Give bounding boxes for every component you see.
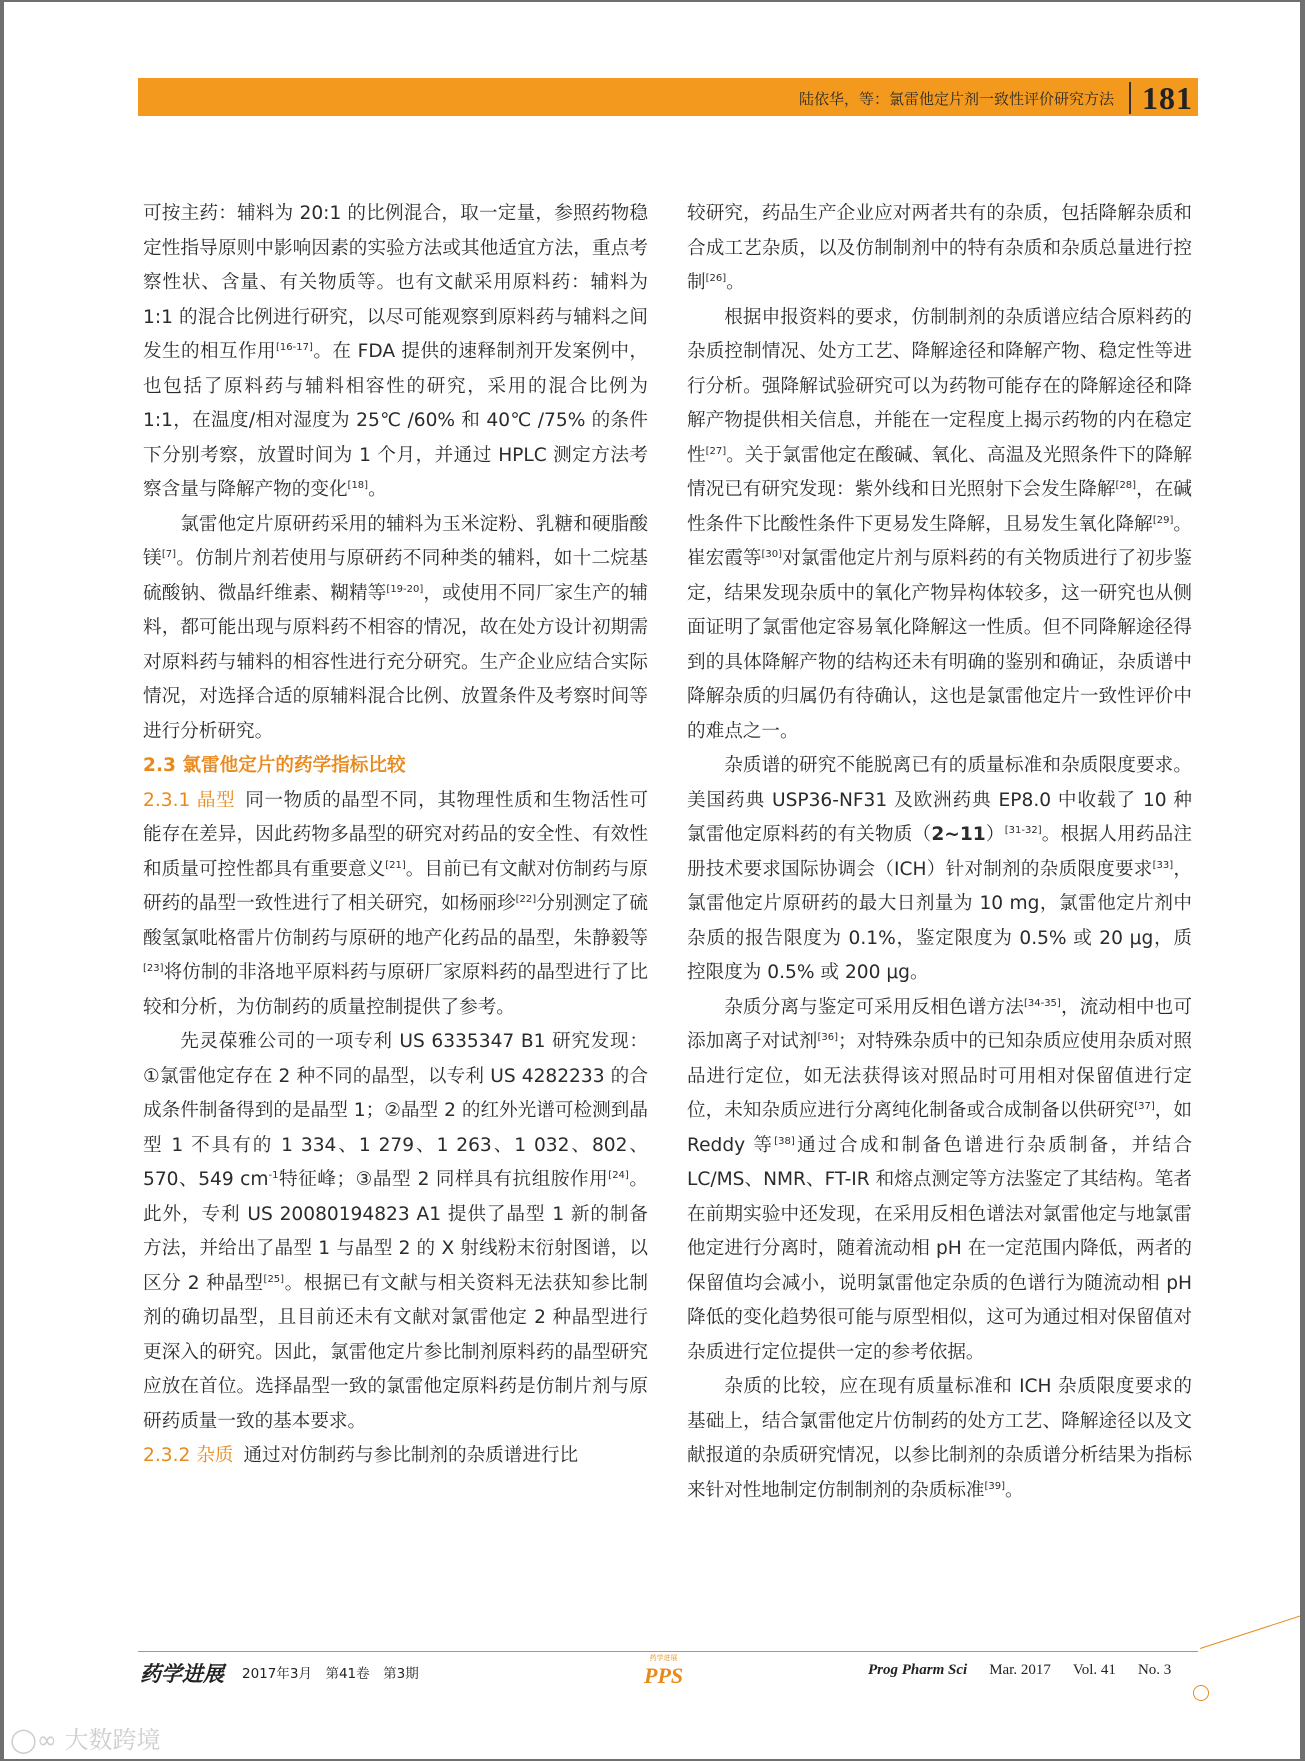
logo-caption: 药学进展: [649, 1654, 678, 1662]
citation: [24]: [608, 1169, 629, 1181]
footer-journal-name: 药学进展: [140, 1661, 224, 1686]
footer-volume: Vol. 41: [1072, 1662, 1116, 1678]
section-heading: 2.3 氯雷他定片的药学指标比较: [143, 755, 406, 776]
unit-superscript: -1: [268, 1169, 279, 1181]
citation: [26]: [705, 272, 727, 284]
subsection-number: 2.3.2: [143, 1445, 191, 1466]
paragraph: 氯雷他定片原研药采用的辅料为玉米淀粉、乳糖和硬脂酸镁[7]。仿制片剂若使用与原研药不同种类的辅料，如十二烷基硫酸钠、微晶纤维素、糊精等[19-20]，或使用不同厂家生产的辅料，都可能出现与原料药不相容的情况，故在处方设计初期需对原料药与辅料的相容性进行充分研究。生产企业应结合实际情况，对选择合适的原辅料混合比例、放置条件及考察时间等进行分析研究。: [143, 513, 648, 742]
header-divider: [1129, 82, 1131, 114]
subsection-number: 2.3.1: [143, 789, 191, 811]
paragraph: 先灵葆雅公司的一项专利 US 6335347 B1 研究发现：①氯雷他定存在 2 种不同的晶型，以专利 US 4282233 的合成条件制备得到的是晶型 1；②晶型 2 的红外光谱可检测到晶型 1 不具有的 1 334、1 279、1 263、1 032、802、570、549 $cm^{-1}$特征峰；③晶型 2 同样具有抗组胺作用[24]。此外，专利 US 20080194823 A1 提供了晶型 1 新的制备方法，并给出了晶型 1 与晶型 2 的 X 射线粉末衍射图谱，以区分 2 种晶型[25]。根据已有文献与相关资料无法获知参比制剂的确切晶型，且目前还未有文献对氯雷他定 2 种晶型进行更深入的研究。因此，氯雷他定片参比制剂原料药的晶型研究应放在首位。选择晶型一致的氯雷他定原料药是仿制片剂与原研药质量一致的基本要求。: [143, 1031, 648, 1432]
footer-decoration: [1200, 1614, 1300, 1687]
citation: [36]: [817, 1031, 838, 1043]
running-header-title: 陆依华，等：氯雷他定片剂一致性评价研究方法: [798, 90, 1114, 108]
watermark: ◯∞ 大数跨境: [10, 1726, 161, 1754]
citation: [21]: [385, 859, 406, 871]
paragraph: 根据申报资料的要求，仿制制剂的杂质谱应结合原料药的杂质控制情况、处方工艺、降解途径和降解产物、稳定性等进行分析。强降解试验研究可以为药物可能存在的降解途径和降解产物提供相关信息，并能在一定程度上揭示药物的内在稳定性[27]。关于氯雷他定在酸碱、氧化、高温及光照条件下的降解情况已有研究发现：紫外线和日光照射下会发生降解[28]，在碱性条件下比酸性条件下更易发生降解，且易发生氧化降解[29]。崔宏霞等[30]对氯雷他定片剂与原料药的有关物质进行了初步鉴定，结果发现杂质中的氧化产物异构体较多，这一研究也从侧面证明了氯雷他定容易氧化降解这一性质。但不同降解途径得到的具体降解产物的结构还未有明确的鉴别和确证，杂质谱中降解杂质的归属仍有待确认，这也是氯雷他定片一致性评价中的难点之一。: [687, 306, 1192, 742]
logo-text: PPS: [644, 1663, 684, 1688]
paragraph: 较研究，药品生产企业应对两者共有的杂质，包括降解杂质和合成工艺杂质，以及仿制制剂中的特有杂质和杂质总量进行控制[26]。: [687, 203, 1192, 293]
citation: [7]: [161, 548, 177, 560]
citation: [31-32]: [1004, 824, 1042, 836]
citation: [30]: [761, 548, 783, 560]
subsection-title: 杂质: [196, 1445, 234, 1466]
citation: [33]: [1152, 859, 1174, 871]
pps-logo: [644, 1653, 683, 1689]
citation: [16-17]: [276, 341, 313, 353]
journal-page: [4, 2, 1300, 1759]
citation: [38]: [774, 1135, 795, 1147]
citation: [18]: [347, 479, 369, 491]
footer-issue-cn: 2017年3月 第41卷 第3期: [242, 1666, 419, 1682]
footer-rule: [138, 1651, 1198, 1652]
paragraph: 杂质谱的研究不能脱离已有的质量标准和杂质限度要求。美国药典 USP36-NF31 及欧洲药典 EP8.0 中收载了 10 种氯雷他定原料药的有关物质（2~11）[31-32]。根据人用药品注册技术要求国际协调会（ICH）针对制剂的杂质限度要求[33]，氯雷他定片原研药的最大日剂量为 10 mg，氯雷他定片剂中杂质的报告限度为 0.1%，鉴定限度为 0.5% 或 20 μg，质控限度为 0.5% 或 200 μg。: [687, 755, 1192, 983]
paragraph: 杂质分离与鉴定可采用反相色谱方法[34-35]，流动相中也可添加离子对试剂[36]；对特殊杂质中的已知杂质应使用杂质对照品进行定位，如无法获得该对照品时可用相对保留值进行定位，未知杂质应进行分离纯化制备或合成制备以供研究[37]，如 Reddy 等[38]通过合成和制备色谱进行杂质制备，并结合 LC/MS、NMR、FT-IR 和熔点测定等方法鉴定了其结构。笔者在前期实验中还发现，在采用反相色谱法对氯雷他定与地氯雷他定进行分离时，随着流动相 pH 在一定范围内降低，两者的保留值均会减小，说明氯雷他定杂质的色谱行为随流动相 pH 降低的变化趋势很可能与原型相似，这可为通过相对保留值对杂质进行定位提供一定的参考依据。: [687, 996, 1192, 1363]
citation: [29]: [1152, 514, 1174, 526]
citation: [22]: [515, 893, 537, 905]
paragraph: 杂质的比较，应在现有质量标准和 ICH 杂质限度要求的基础上，结合氯雷他定片仿制药的处方工艺、降解途径以及文献报道的杂质研究情况，以参比制剂的杂质谱分析结果为指标来针对性地制定仿制制剂的杂质标准[39]。: [687, 1376, 1192, 1501]
citation: [39]: [984, 1480, 1006, 1492]
citation: [27]: [705, 445, 727, 457]
citation: [37]: [1134, 1100, 1155, 1112]
subsection-paragraph: 2.3.1 晶型 同一物质的晶型不同，其物理性质和生物活性可能存在差异，因此药物多晶型的研究对药品的安全性、有效性和质量可控性都具有重要意义[21]。目前已有文献对仿制药与原研药的晶型一致性进行了相关研究，如杨丽珍[22]分别测定了硫酸氢氯吡格雷片仿制药与原研的地产化药品的晶型，朱静毅等[23]将仿制的非洛地平原料药与原研厂家原料药的晶型进行了比较和分析，为仿制药的质量控制提供了参考。: [143, 789, 648, 1018]
page-number: 181: [1142, 80, 1193, 116]
footer-citation-en: [868, 1662, 1193, 1679]
left-column: [143, 197, 648, 1474]
right-column: [687, 197, 1192, 1508]
subsection-title: 晶型: [196, 789, 236, 811]
footer-journal-en: Prog Pharm Sci: [868, 1662, 968, 1678]
footer-number: No. 3: [1137, 1662, 1172, 1678]
citation: [28]: [1115, 479, 1137, 491]
paragraph: 可按主药：辅料为 20:1 的比例混合，取一定量，参照药物稳定性指导原则中影响因素的实验方法或其他适宜方法，重点考察性状、含量、有关物质等。也有文献采用原料药：辅料为 1:1 的混合比例进行研究，以尽可能观察到原料药与辅料之间发生的相互作用[16-17]。在 FDA 提供的速释制剂开发案例中，也包括了原料药与辅料相容性的研究，采用的混合比例为 1:1，在温度/相对湿度为 25℃ /60% 和 40℃ /75% 的条件下分别考察，放置时间为 1 个月，并通过 HPLC 测定方法考察含量与降解产物的变化[18]。: [143, 203, 648, 500]
footer-date: Mar. 2017: [989, 1662, 1051, 1678]
citation: [23]: [143, 962, 164, 974]
citation: [34-35]: [1023, 997, 1061, 1009]
citation: [19-20]: [386, 583, 424, 595]
bold-compound-range: 2~11: [931, 824, 986, 845]
watermark-logo-icon: ◯∞: [10, 1726, 65, 1754]
citation: [25]: [263, 1273, 285, 1285]
footer-circle-icon: [1193, 1685, 1209, 1701]
subsection-paragraph: 2.3.2 杂质 通过对仿制药与参比制剂的杂质谱进行比: [143, 1445, 579, 1466]
